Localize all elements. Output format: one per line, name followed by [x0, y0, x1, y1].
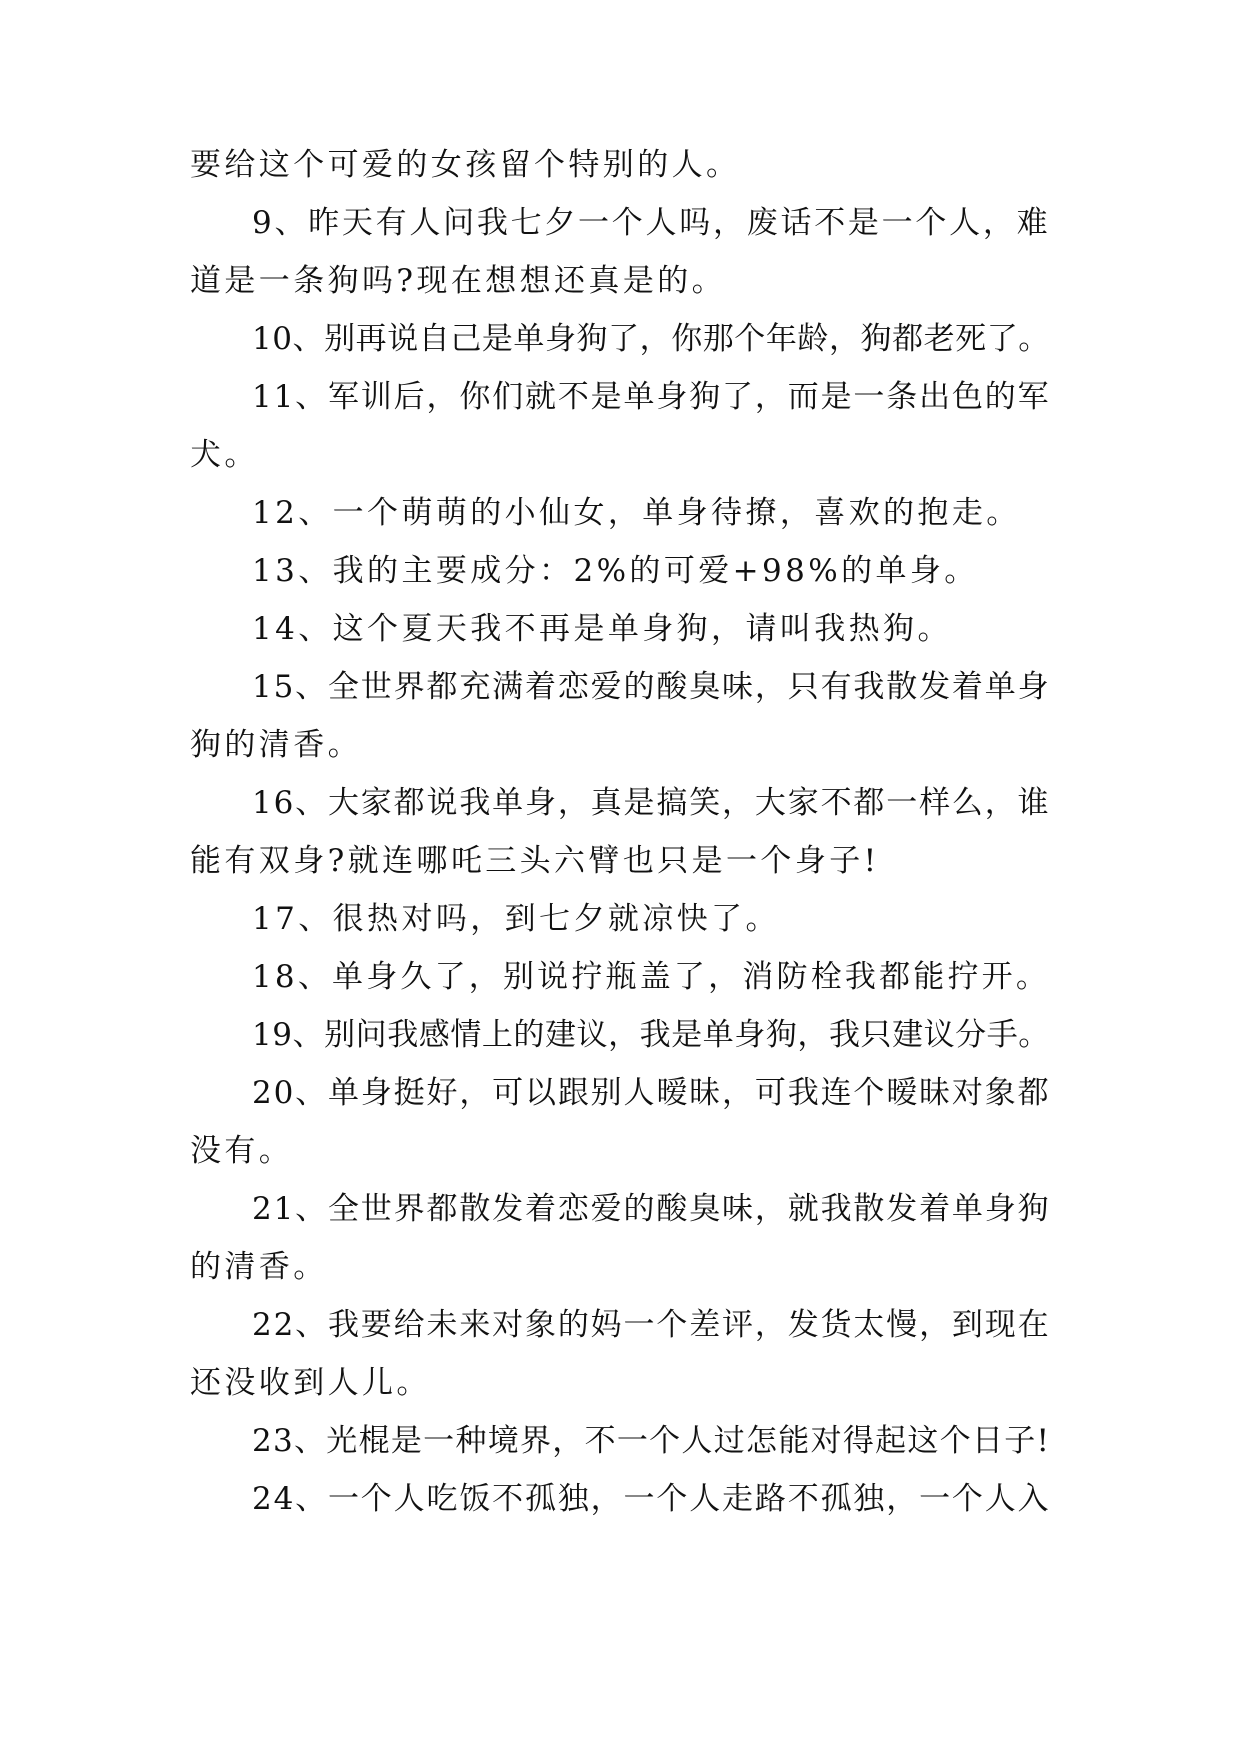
- text-line: 20、单身挺好，可以跟别人暧昧，可我连个暧昧对象都: [252, 1075, 1051, 1111]
- text-line: 没有。: [190, 1133, 294, 1169]
- text-line: 道是一条狗吗?现在想想还真是的。: [190, 263, 727, 299]
- text-line: 要给这个可爱的女孩留个特别的人。: [190, 147, 741, 183]
- text-line: 10、别再说自己是单身狗了，你那个年龄，狗都老死了。: [252, 321, 1050, 357]
- text-line: 能有双身?就连哪吒三头六臂也只是一个身子!: [190, 843, 880, 879]
- text-line: 还没收到人儿。: [190, 1365, 431, 1401]
- text-line: 11、军训后，你们就不是单身狗了，而是一条出色的军: [252, 379, 1051, 415]
- text-line: 犬。: [190, 437, 259, 473]
- text-line: 13、我的主要成分：2%的可爱+98%的单身。: [252, 553, 979, 589]
- text-line: 21、全世界都散发着恋爱的酸臭味，就我散发着单身狗: [252, 1191, 1051, 1227]
- text-line: 19、别问我感情上的建议，我是单身狗，我只建议分手。: [252, 1017, 1050, 1053]
- text-line: 22、我要给未来对象的妈一个差评，发货太慢，到现在: [252, 1307, 1051, 1343]
- text-line: 狗的清香。: [190, 727, 362, 763]
- text-line: 24、一个人吃饭不孤独，一个人走路不孤独，一个人入: [252, 1481, 1051, 1517]
- text-line: 16、大家都说我单身，真是搞笑，大家不都一样么，谁: [252, 785, 1051, 821]
- text-line: 15、全世界都充满着恋爱的酸臭味，只有我散发着单身: [252, 669, 1051, 705]
- text-line: 17、很热对吗，到七夕就凉快了。: [252, 901, 780, 937]
- text-line: 的清香。: [190, 1249, 328, 1285]
- text-line: 12、一个萌萌的小仙女，单身待撩，喜欢的抱走。: [252, 495, 1021, 531]
- text-line: 9、昨天有人问我七夕一个人吗，废话不是一个人，难: [252, 205, 1051, 241]
- text-line: 18、单身久了，别说拧瓶盖了，消防栓我都能拧开。: [252, 959, 1051, 995]
- text-line: 23、光棍是一种境界，不一个人过怎能对得起这个日子!: [252, 1423, 1051, 1459]
- text-line: 14、这个夏天我不再是单身狗，请叫我热狗。: [252, 611, 952, 647]
